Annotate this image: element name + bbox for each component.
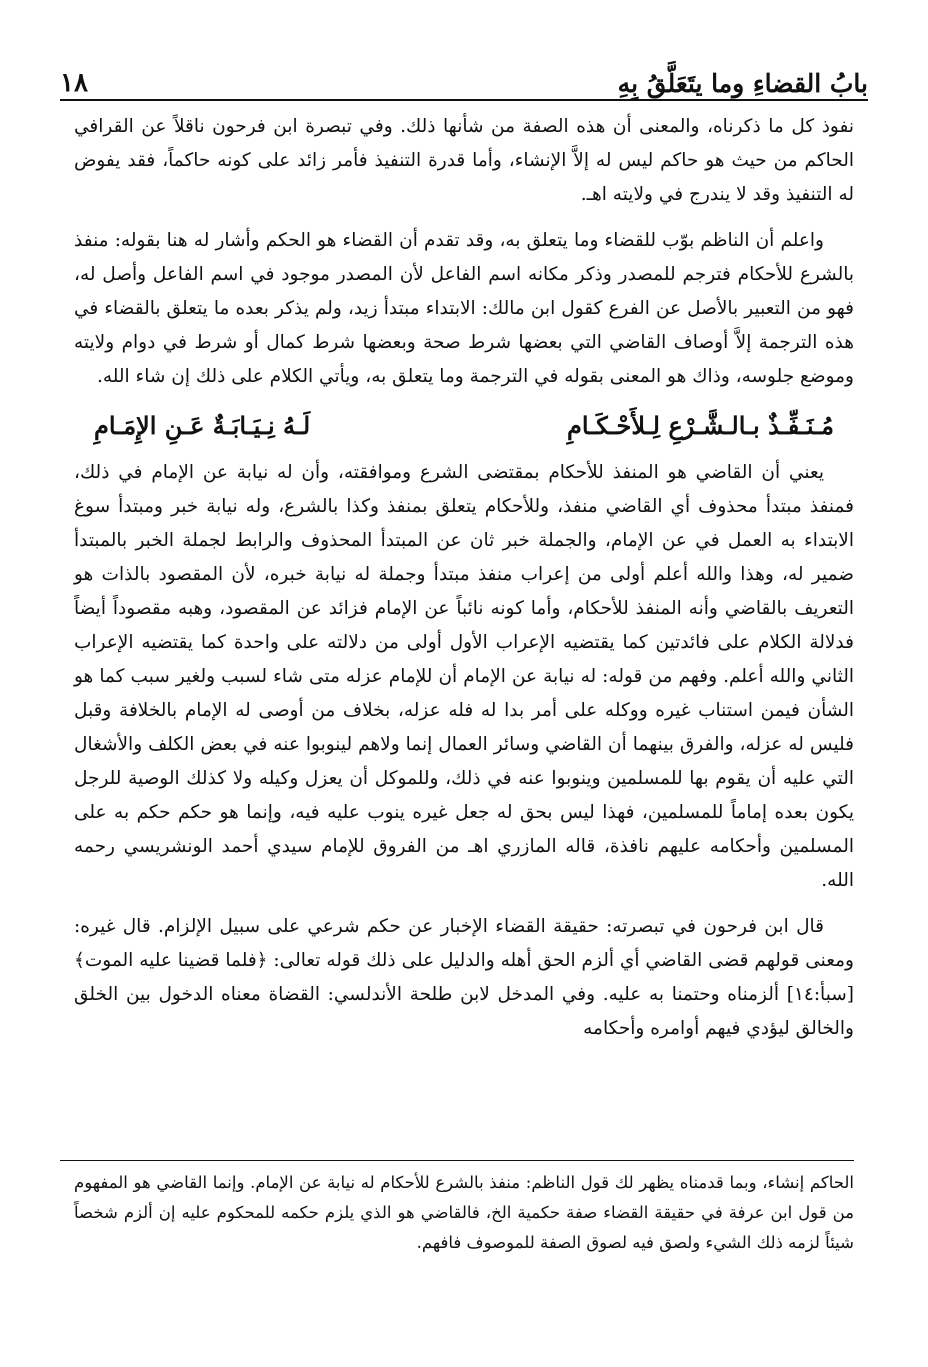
page-number: ١٨	[60, 68, 88, 98]
paragraph-3: يعني أن القاضي هو المنفذ للأحكام بمقتضى الشرع وموافقته، وأن له نيابة عن الإمام في ذلك، فمنفذ مبتدأ محذوف أي القاضي منفذ، وللأحكام يتعلق بمنفذ وكذا بالشرع، وله نيابة خبر ومبتدأ سوغ الابتداء به العمل في عن الإمام، والجملة خبر ثان عن المبتدأ المحذوف والرابط لجملة الخبر بالمبتدأ ضمير له، وهذا والله أعلم أولى من إعراب منفذ مبتدأ وجملة له نيابة خبره، لأن المقصود بالذات هو التعريف بالقاضي وأنه المنفذ للأحكام، وأما كونه نائباً عن الإمام فزائد عن المقصود، وهبه مقصوداً أيضاً فدلالة الكلام على فائدتين كما يقتضيه الإعراب الأول أولى من دلالته على واحدة كما يقتضيه الإعراب الثاني والله أعلم. وفهم من قوله: له نيابة عن الإمام أن للإمام عزله متى شاء لسبب ولغير سبب كما هو الشأن فيمن استناب غيره ووكله على أمر بدا له فله عزله، بخلاف من أوصى له الإمام بالخلافة وقبل فليس له عزله، والفرق بينهما أن القاضي وسائر العمال إنما ولاهم لينوبوا عنه في بعض الكلف والأشغال التي عليه أن يقوم بها للمسلمين وينوبوا عنه في ذلك، وللموكل أن يعزل وكيله ولا كذلك الوصية للرجل يكون بعده إماماً للمسلمين، فهذا ليس بحق له جعل غيره ينوب عليه فيه، وإنما هو حكم حكم به على المسلمين وأحكامه عليهم نافذة، قاله المازري اهـ من الفروق للإمام سيدي أحمد الونشريسي رحمه الله.	[74, 462, 854, 891]
page-header	[60, 58, 868, 98]
main-text	[74, 110, 854, 1058]
paragraph-2: واعلم أن الناظم بوّب للقضاء وما يتعلق به، وقد تقدم أن القضاء هو الحكم وأشار له هنا بقوله: منفذ بالشرع للأحكام فترجم للمصدر وذكر مكانه اسم الفاعل لأن المصدر موجود في اسم الفاعل وأصل له، فهو من التعبير بالأصل عن الفرع كقول ابن مالك: الابتداء مبتدأ زيد، ولم يذكر بعده ما يتعلق بالقضاء في هذه الترجمة إلاَّ أوصاف القاضي التي بعضها شرط صحة وبعضها شرط كمال أو شرط في دوام ولايته وموضع جلوسه، وذاك هو المعنى بقوله في الترجمة وما يتعلق به، ويأتي الكلام على ذلك إن شاء الله.	[74, 230, 854, 387]
paragraph-1: نفوذ كل ما ذكرناه، والمعنى أن هذه الصفة من شأنها ذلك. وفي تبصرة ابن فرحون ناقلاً عن القرافي الحاكم من حيث هو حاكم ليس له إلاَّ الإنشاء، وأما قدرة التنفيذ فأمر زائد على كونه حاكماً، فقد يفوض له التنفيذ وقد لا يندرج في ولايته اهـ.	[74, 116, 854, 205]
verse-hemistich-2: لَـهُ نِـيَـابَـةٌ عَـنِ الإِمَـامِ	[94, 411, 311, 440]
running-title: بابُ القضاءِ وما يتَعَلَّقُ بِهِ	[617, 69, 868, 98]
footnote-divider	[60, 1160, 854, 1161]
poem-verse	[94, 406, 834, 446]
paragraph-4: قال ابن فرحون في تبصرته: حقيقة القضاء الإخبار عن حكم شرعي على سبيل الإلزام. قال غيره: ومعنى قولهم قضى القاضي أي ألزم الحق أهله والدليل على ذلك قوله تعالى: ﴿فلما قضينا عليه الموت﴾ [سبأ:١٤] ألزمناه وحتمنا به عليه. وفي المدخل لابن طلحة الأندلسي: القضاة معناه الدخول بين الخلق والخالق ليؤدي فيهم أوامره وأحكامه	[74, 916, 854, 1039]
verse-hemistich-1: مُـنَـفِّـذٌ بـالـشَّـرْعِ لِـلأَحْـكَـامِ	[567, 411, 834, 440]
footnote: الحاكم إنشاء، وبما قدمناه يظهر لك قول الناظم: منفذ بالشرع للأحكام له نيابة عن الإمام. وإنما القاضي هو المفهوم من قول ابن عرفة في حقيقة القضاء صفة حكمية الخ، فالقاضي هو الذي يلزم حكمه للمحكوم عليه إن ألزم شخصاً شيئاً لزمه ذلك الشيء ولصق فيه لصوق الصفة للموصوف فافهم.	[74, 1173, 854, 1252]
header-divider	[60, 99, 868, 101]
